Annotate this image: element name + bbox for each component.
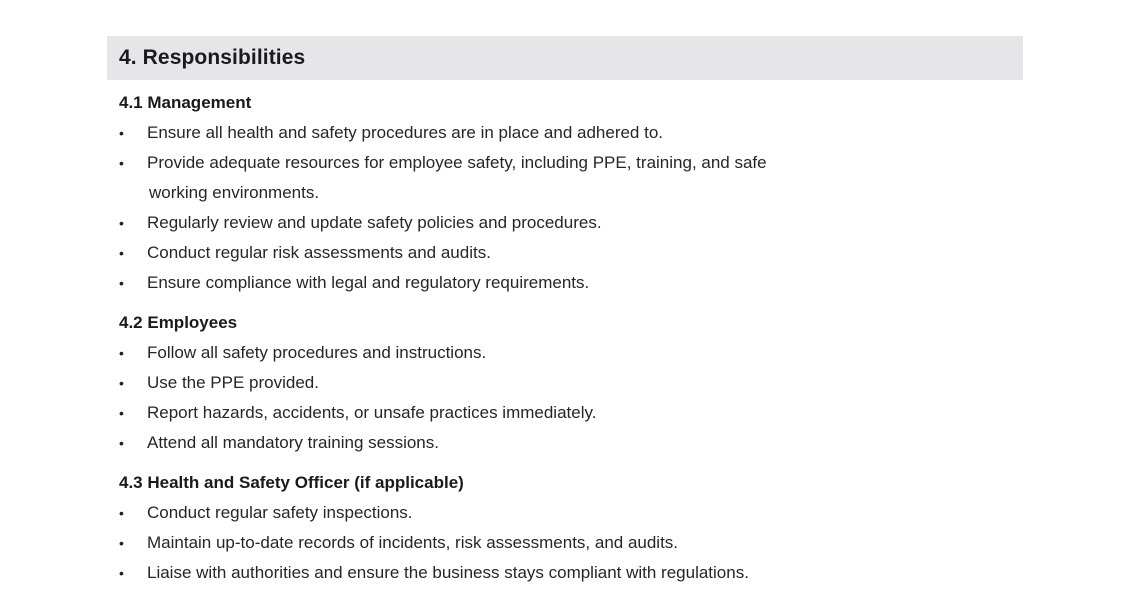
- list-item-text-continuation: working environments.: [149, 183, 320, 202]
- list-item: [119, 428, 999, 458]
- list-item: [119, 208, 999, 238]
- list-item: [119, 368, 999, 398]
- list-item-text: Conduct regular safety inspections.: [147, 503, 413, 522]
- list-item: [119, 148, 999, 208]
- list-item-text: Ensure compliance with legal and regulatory requirements.: [147, 273, 590, 292]
- subsection-heading: 4.2 Employees: [119, 313, 238, 332]
- bullet-icon: •: [119, 245, 124, 261]
- bullet-icon: •: [119, 435, 124, 451]
- list-item-text: Maintain up-to-date records of incidents, risk assessments, and audits.: [147, 533, 679, 552]
- list-item: [119, 398, 999, 428]
- subsection-heading: 4.1 Management: [119, 93, 252, 112]
- section-title: 4. Responsibilities: [119, 46, 306, 69]
- list-item: [119, 268, 999, 298]
- bullet-icon: •: [119, 505, 124, 521]
- list-item-text: Provide adequate resources for employee safety, including PPE, training, and safe: [147, 153, 767, 172]
- bullet-icon: •: [119, 155, 124, 171]
- bullet-list: [119, 498, 999, 588]
- list-item: [119, 118, 999, 148]
- list-item: [119, 238, 999, 268]
- bullet-icon: •: [119, 565, 124, 581]
- subsection-employees: [119, 308, 999, 458]
- list-item-text: Attend all mandatory training sessions.: [147, 433, 439, 452]
- document-content: [119, 88, 999, 588]
- bullet-icon: •: [119, 405, 124, 421]
- list-item: [119, 558, 999, 588]
- bullet-icon: •: [119, 215, 124, 231]
- list-item: [119, 528, 999, 558]
- subsection-heading: 4.3 Health and Safety Officer (if applicable): [119, 473, 464, 492]
- bullet-icon: •: [119, 275, 124, 291]
- list-item-text: Conduct regular risk assessments and audits.: [147, 243, 491, 262]
- subsection-management: [119, 88, 999, 298]
- list-item-text: Follow all safety procedures and instructions.: [147, 343, 487, 362]
- bullet-icon: •: [119, 375, 124, 391]
- bullet-icon: •: [119, 125, 124, 141]
- bullet-icon: •: [119, 345, 124, 361]
- list-item: [119, 498, 999, 528]
- subsection-safety-officer: [119, 468, 999, 588]
- list-item-text: Regularly review and update safety policies and procedures.: [147, 213, 602, 232]
- list-item-text: Liaise with authorities and ensure the business stays compliant with regulations.: [147, 563, 749, 582]
- list-item-text: Use the PPE provided.: [147, 373, 319, 392]
- list-item: [119, 338, 999, 368]
- bullet-list: [119, 118, 999, 298]
- list-item-text: Report hazards, accidents, or unsafe practices immediately.: [147, 403, 597, 422]
- section-header: [107, 36, 1023, 80]
- list-item-text: Ensure all health and safety procedures are in place and adhered to.: [147, 123, 664, 142]
- bullet-list: [119, 338, 999, 458]
- bullet-icon: •: [119, 535, 124, 551]
